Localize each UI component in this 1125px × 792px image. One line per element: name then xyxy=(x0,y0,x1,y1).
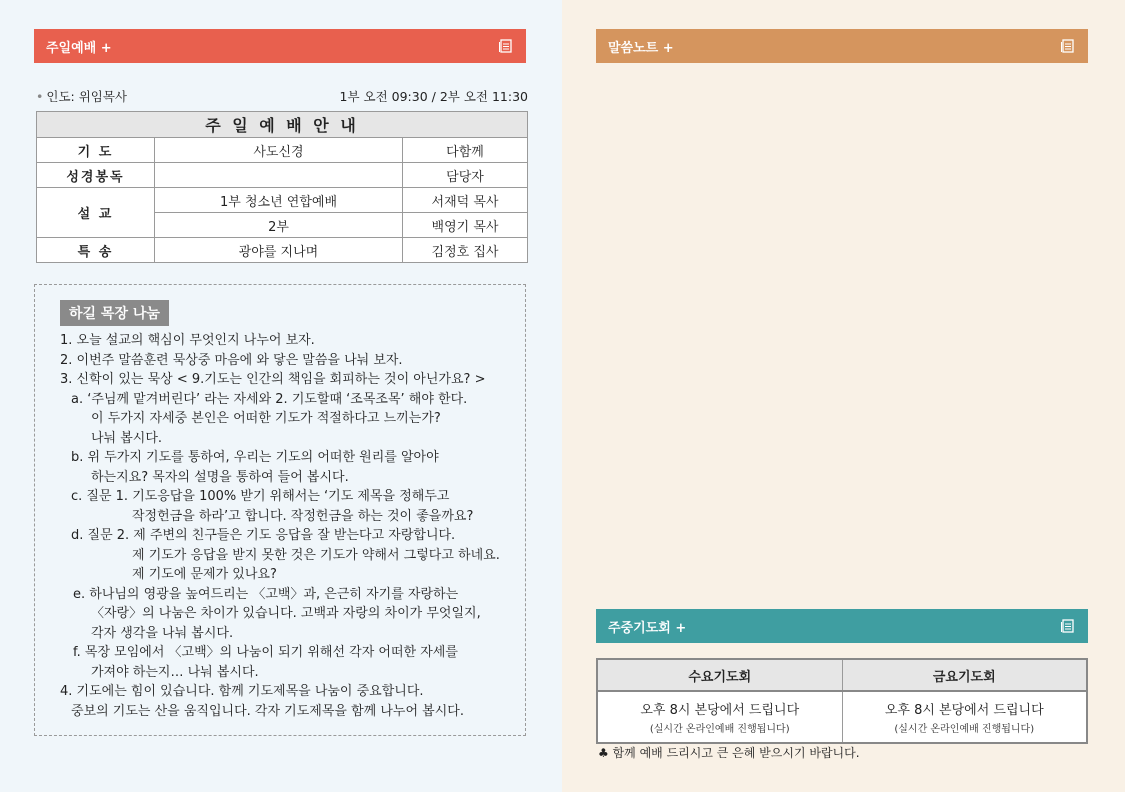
prayer-meeting-header xyxy=(596,609,1088,643)
sharing-line: 2. 이번주 말씀훈련 묵상중 마음에 와 닿은 말씀을 나눠 보자. xyxy=(60,352,403,368)
row-label: 성경봉독 xyxy=(37,163,155,188)
worship-table xyxy=(36,111,528,263)
friday-title: 금요기도회 xyxy=(842,659,1087,691)
sharing-line: a. ‘주님께 맡겨버린다’ 라는 자세와 2. 기도할때 ‘조목조목’ 해야 한다. xyxy=(71,391,468,407)
row-person: 김정호 집사 xyxy=(403,238,528,263)
worship-leader: • 인도: 위임목사 xyxy=(36,87,127,105)
left-page xyxy=(0,0,562,792)
sharing-line: 작정헌금을 하라’고 합니다. 작정헌금을 하는 것이 좋을까요? xyxy=(132,508,474,524)
wednesday-time: 오후 8시 본당에서 드립니다 xyxy=(640,703,800,718)
note-icon[interactable] xyxy=(498,38,514,54)
sharing-line: 제 기도에 문제가 있나요? xyxy=(132,567,277,582)
row-person: 백영기 목사 xyxy=(403,213,528,238)
wednesday-cell xyxy=(597,691,842,743)
note-icon[interactable] xyxy=(1060,38,1076,54)
sharing-line: 각자 생각을 나눠 봅시다. xyxy=(91,625,234,641)
prayer-meeting-table xyxy=(596,658,1088,744)
sharing-line: 나눠 봅시다. xyxy=(91,430,163,446)
row-content: 2부 xyxy=(155,213,403,238)
row-content: 사도신경 xyxy=(155,138,403,163)
sharing-line: c. 질문 1. 기도응답을 100% 받기 위해서는 ‘기도 제목을 정해두고 xyxy=(71,489,450,504)
sharing-line: 중보의 기도는 산을 움직입니다. 각자 기도제목을 함께 나누어 봅시다. xyxy=(71,703,464,719)
sharing-title: 하길 목장 나눔 xyxy=(60,300,169,326)
sharing-line: d. 질문 2. 제 주변의 친구들은 기도 응답을 잘 받는다고 자랑합니다. xyxy=(71,528,456,543)
table-row xyxy=(37,238,528,263)
worship-times: 1부 오전 09:30 / 2부 오전 11:30 xyxy=(339,89,528,104)
sharing-line: 가져야 하는지… 나눠 봅시다. xyxy=(91,664,259,680)
row-person: 담당자 xyxy=(403,163,528,188)
table-row xyxy=(37,163,528,188)
sharing-line: 3. 신학이 있는 묵상 < 9.기도는 인간의 책임을 회피하는 것이 아닌가요? > xyxy=(60,372,486,387)
word-note-header-label: 말씀노트 + xyxy=(608,40,674,56)
sharing-box xyxy=(34,284,526,736)
friday-time: 오후 8시 본당에서 드립니다 xyxy=(884,703,1044,718)
club-icon: ♣ xyxy=(598,746,609,760)
row-content: 1부 청소년 연합예배 xyxy=(155,188,403,213)
sharing-line: f. 목장 모임에서 〈고백〉의 나눔이 되기 위해선 각자 어떠한 자세를 xyxy=(73,645,458,660)
row-content xyxy=(155,163,403,188)
right-page xyxy=(562,0,1125,792)
wednesday-title: 수요기도회 xyxy=(597,659,842,691)
row-person: 다함께 xyxy=(403,138,528,163)
sharing-line: 제 기도가 응답을 받지 못한 것은 기도가 약해서 그렇다고 하네요. xyxy=(132,547,500,563)
worship-table-title: 주 일 예 배 안 내 xyxy=(37,112,528,138)
table-row xyxy=(37,138,528,163)
row-label: 특 송 xyxy=(37,238,155,263)
sharing-line: 〈자랑〉의 나눔은 차이가 있습니다. 고백과 자랑의 차이가 무엇일지, xyxy=(91,606,481,621)
sharing-line: e. 하나님의 영광을 높여드리는 〈고백〉과, 은근히 자기를 자랑하는 xyxy=(73,586,459,602)
note-icon[interactable] xyxy=(1060,618,1076,634)
wednesday-note: (실시간 온라인예배 진행됩니다) xyxy=(649,724,790,735)
sharing-line: 4. 기도에는 힘이 있습니다. 함께 기도제목을 나눔이 중요합니다. xyxy=(60,684,424,699)
footnote xyxy=(598,744,860,761)
sharing-line: 하는지요? 목자의 설명을 통하여 들어 봅시다. xyxy=(91,469,349,485)
friday-cell xyxy=(842,691,1087,743)
sharing-line: 이 두가지 자세중 본인은 어떠한 기도가 적절하다고 느끼는가? xyxy=(91,411,441,426)
sharing-line: 1. 오늘 설교의 핵심이 무엇인지 나누어 보자. xyxy=(60,333,315,348)
friday-note: (실시간 온라인예배 진행됩니다) xyxy=(894,724,1035,735)
table-row xyxy=(37,188,528,213)
prayer-meeting-header-label: 주중기도회 + xyxy=(608,620,687,636)
footnote-text: 함께 예배 드리시고 큰 은혜 받으시기 바랍니다. xyxy=(612,746,860,760)
sharing-line: b. 위 두가지 기도를 통하여, 우리는 기도의 어떠한 원리를 알아야 xyxy=(71,450,439,465)
row-label: 설 교 xyxy=(37,188,155,238)
row-person: 서재덕 목사 xyxy=(403,188,528,213)
worship-header xyxy=(34,29,526,63)
sharing-body xyxy=(60,331,520,721)
worship-header-label: 주일예배 + xyxy=(46,40,112,56)
worship-meta xyxy=(36,87,528,105)
word-note-header xyxy=(596,29,1088,63)
row-content: 광야를 지나며 xyxy=(155,238,403,263)
row-label: 기 도 xyxy=(37,138,155,163)
